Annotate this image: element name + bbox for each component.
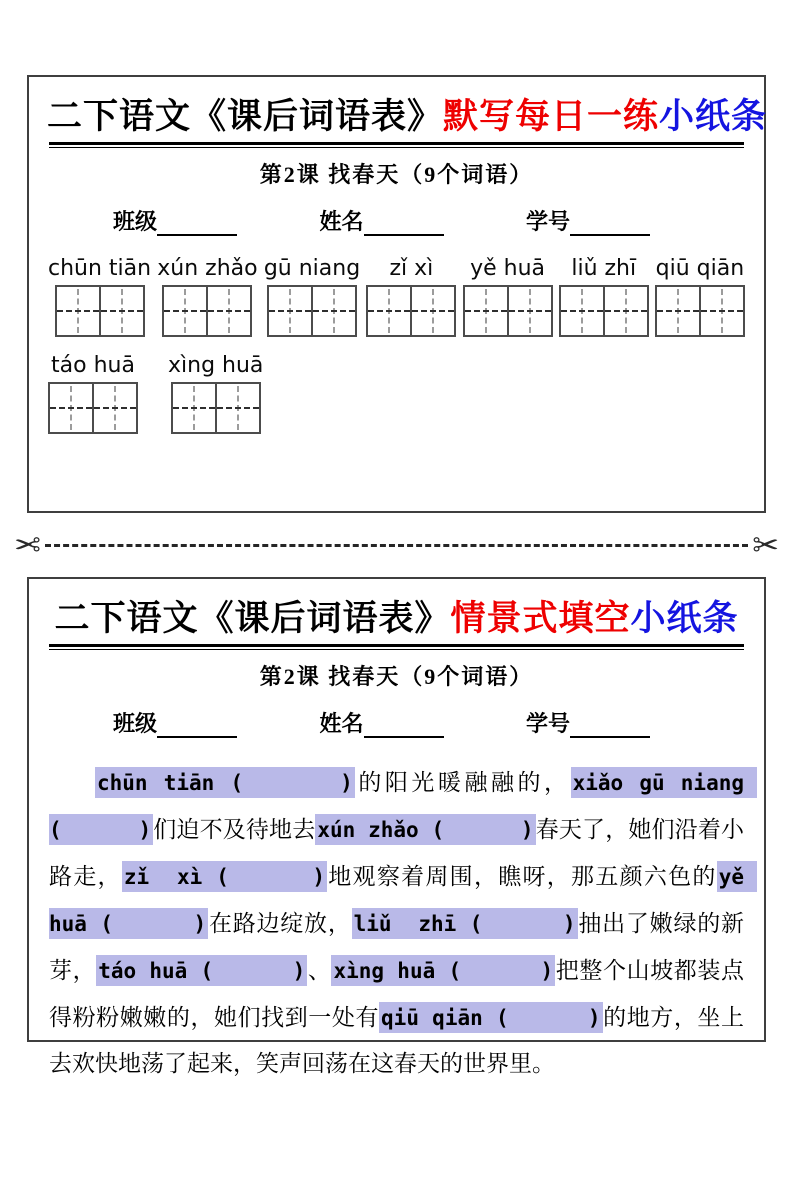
student-info-row (47, 707, 746, 738)
highlighted-pinyin-blank (95, 767, 355, 798)
dictation-slip-title (47, 89, 768, 142)
pinyin-word-label: yě huā (470, 256, 545, 281)
writing-grid-cell (465, 287, 507, 335)
pinyin-word-unit (655, 256, 745, 337)
writing-grid (171, 382, 261, 434)
title-book-part: 二下语文《课后词语表》 (54, 599, 451, 638)
title-double-rule (49, 142, 744, 148)
dictation-slip (27, 75, 766, 513)
name-blank-line (364, 718, 444, 738)
pinyin-word-grid-area (47, 256, 746, 434)
writing-grid (559, 285, 649, 337)
fill-blank-slip (27, 577, 766, 1077)
class-blank-line (157, 216, 237, 236)
pinyin-prompt: xiǎo gū niang (572, 771, 757, 795)
pinyin-word-label: liǔ zhī (571, 256, 637, 281)
name-field (319, 707, 443, 738)
pinyin-prompt: yě huā (49, 864, 757, 936)
title-red-part: 默写每日一练 (443, 97, 660, 136)
writing-grid-cell (206, 287, 250, 335)
title-red-part: 情景式填空 (450, 599, 631, 638)
passage-text: 把整个山坡都装点得粉粉嫩嫩的，她们找到一处有 (49, 957, 744, 1030)
writing-grid-cell (657, 287, 699, 335)
answer-blank-parentheses: ( ) (469, 911, 576, 936)
passage-text: 们迫不及待地去 (153, 816, 316, 842)
dashed-cut-line (45, 544, 748, 547)
scissors-icon: ✂ (752, 526, 779, 564)
pinyin-word-unit (157, 256, 257, 337)
writing-grid-cell (57, 287, 99, 335)
answer-blank-parentheses: ( ) (230, 771, 353, 795)
fill-blank-passage (47, 758, 757, 1088)
writing-grid-cell (311, 287, 355, 335)
title-blue-part: 小纸条 (630, 599, 739, 638)
highlighted-pinyin-blank (379, 1002, 603, 1033)
writing-grid (267, 285, 357, 337)
answer-blank-parentheses: ( ) (200, 958, 306, 983)
pinyin-word-label: chūn tiān (48, 256, 152, 281)
pinyin-word-row (48, 353, 745, 434)
pinyin-word-unit (463, 256, 553, 337)
student-number-field (526, 205, 650, 236)
passage-text: 地观察着周围，瞧呀，那五颜六色的 (327, 863, 717, 889)
writing-grid-cell (173, 384, 215, 432)
passage-text: 的地方，坐上去欢快地荡了起来，笑声回荡在这春天的世界里。 (49, 1004, 745, 1077)
name-field (319, 205, 443, 236)
writing-grid-cell (99, 287, 143, 335)
writing-grid-cell (164, 287, 206, 335)
pinyin-word-label: gū niang (263, 256, 361, 281)
pinyin-word-unit (168, 353, 263, 434)
answer-blank-parentheses: ( ) (448, 958, 554, 983)
pinyin-word-unit (48, 256, 151, 337)
pinyin-prompt: chūn tiān (97, 771, 231, 795)
passage-text: 春天了，她们沿着小路走， (49, 816, 744, 889)
class-label: 班级 (113, 209, 158, 234)
writing-grid (162, 285, 252, 337)
lesson-subtitle: 第2课 找春天（9个词语） (259, 664, 534, 689)
writing-grid-cell (368, 287, 410, 335)
pinyin-word-unit (559, 256, 649, 337)
pinyin-prompt: liǔ zhī (353, 911, 470, 936)
passage-text: 的阳光暖融融的， (354, 770, 571, 795)
writing-grid (655, 285, 745, 337)
student-number-field (526, 707, 650, 738)
answer-blank-parentheses: ( ) (216, 864, 325, 889)
highlighted-pinyin-blank (315, 814, 535, 845)
passage-text: 在路边绽放， (208, 910, 352, 936)
pinyin-word-unit (264, 256, 360, 337)
student-info-row (47, 205, 746, 236)
pinyin-word-label: xún zhǎo (157, 256, 258, 281)
pinyin-prompt: táo huā (98, 958, 201, 983)
answer-blank-parentheses: ( ) (100, 911, 207, 936)
writing-grid-cell (92, 384, 136, 432)
cut-here-divider (14, 525, 779, 565)
pinyin-word-label: táo huā (51, 353, 135, 378)
lesson-subtitle: 第2课 找春天（9个词语） (259, 162, 534, 187)
class-field (113, 205, 237, 236)
student-number-label: 学号 (525, 209, 570, 234)
pinyin-word-label: xìng huā (168, 353, 264, 378)
student-number-label: 学号 (525, 711, 570, 736)
writing-grid (55, 285, 145, 337)
pinyin-word-unit (366, 256, 456, 337)
student-number-blank-line (570, 216, 650, 236)
pinyin-prompt: zǐ xì (123, 864, 217, 889)
passage-text: 、 (307, 957, 332, 983)
pinyin-word-row (48, 256, 745, 337)
title-double-rule (49, 644, 744, 650)
title-blue-part: 小纸条 (659, 97, 768, 136)
class-label: 班级 (113, 711, 158, 736)
highlighted-pinyin-blank (352, 908, 578, 939)
writing-grid (48, 382, 138, 434)
highlighted-pinyin-blank (96, 955, 307, 986)
student-number-blank-line (570, 718, 650, 738)
name-label: 姓名 (319, 711, 364, 736)
highlighted-pinyin-blank (331, 955, 555, 986)
writing-grid-cell (507, 287, 551, 335)
writing-grid (366, 285, 456, 337)
scissors-icon: ✂ (14, 526, 41, 564)
title-book-part: 二下语文《课后词语表》 (47, 97, 444, 136)
name-label: 姓名 (319, 209, 364, 234)
class-blank-line (157, 718, 237, 738)
fill-blank-slip-title (47, 591, 746, 644)
pinyin-word-label: zǐ xì (389, 256, 434, 281)
writing-grid-cell (215, 384, 259, 432)
passage-text: 抽出了嫩绿的新芽， (49, 910, 745, 983)
writing-grid-cell (410, 287, 454, 335)
writing-grid-cell (50, 384, 92, 432)
pinyin-prompt: xìng huā (333, 958, 449, 983)
writing-grid-cell (603, 287, 647, 335)
highlighted-pinyin-blank (122, 861, 327, 892)
answer-blank-parentheses: ( ) (431, 817, 534, 842)
pinyin-word-label: qiū qiān (655, 256, 745, 281)
class-field (113, 707, 237, 738)
pinyin-word-unit (48, 353, 138, 434)
writing-grid (463, 285, 553, 337)
answer-blank-parentheses: ( ) (495, 1005, 601, 1030)
pinyin-prompt: xún zhǎo (317, 817, 432, 842)
pinyin-prompt: qiū qiān (381, 1005, 496, 1030)
writing-grid-cell (269, 287, 311, 335)
name-blank-line (364, 216, 444, 236)
writing-grid-cell (699, 287, 743, 335)
answer-blank-parentheses: ( ) (49, 817, 152, 842)
writing-grid-cell (561, 287, 603, 335)
